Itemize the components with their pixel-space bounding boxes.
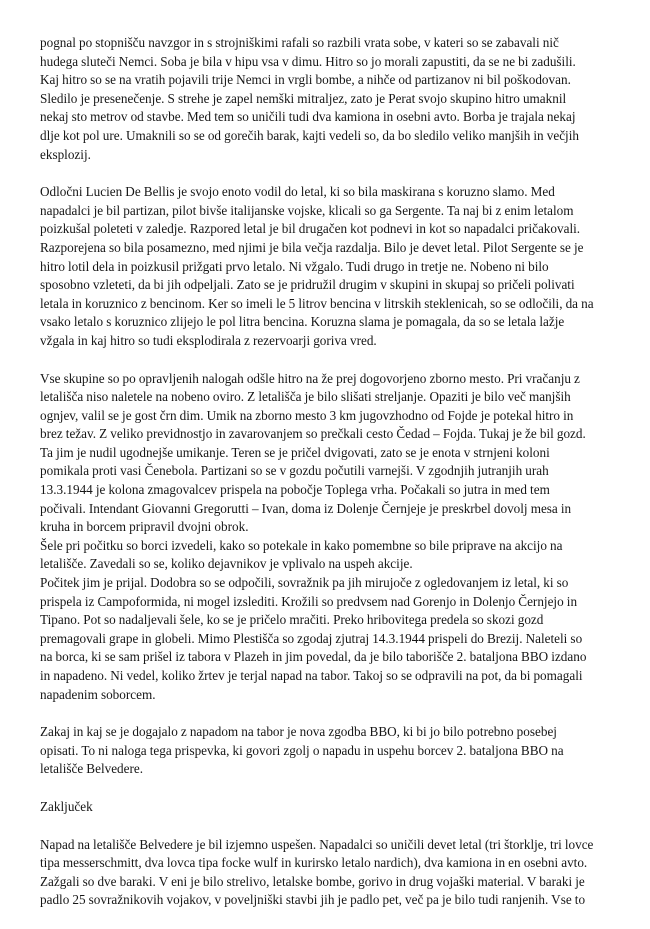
paragraph-attack-building: pognal po stopnišču navzgor in s strojniškimi rafali so razbili vrata sobe, v kateri so se zabavali nič hudega sluteči Nemci. Soba je bila v hipu vsa v dimu. Hitro so jo morali zapustiti, da se ne bi zadušili. Kaj hitro so se na vratih pojavili trije Nemci in vrgli bombe, a nihče od partizanov ni bil poškodovan. Sledilo je presenečenje. S strehe je zapel nemški mitraljez, zato je Perat svojo skupino hitro umaknil nekaj sto metrov od stavbe. Med tem so uničili tudi dva kamiona in osebni avto. Borba je trajala nekaj dlje kot pol ure. Umaknili so se od gorečih barak, kajti vedeli so, da bo sledilo veliko manjših in večjih eksplozij. [40, 35, 579, 162]
paragraph-retreat: Vse skupine so po opravljenih nalogah odšle hitro na že prej dogovorjeno zborno mesto. Pri vračanju z letališča niso naletele na nobeno oviro. Z letališča je bilo slišati streljanje. Opaziti je bilo več manjših ognjev, valil se je gost črn dim. Umik na zborno mesto 3 km jugovzhodno od Fojde je potekal hitro in brez težav. Z veliko previdnostjo in zavarovanjem so prečkali cesto Čedad – Fojda. Tukaj je že bil gozd. Ta jim je nudil ugodnejše umikanje. Teren se je pričel dvigovati, zato se je enota v strnjeni koloni pomikala proti vasi Čenebola. Partizani so se v gozdu počutili varnejši. V zgodnjih jutranjih urah 13.3.1944 je kolona zmagovalcev prispela na pobočje Toplega vrha. Počakali so jutra in med tem počivali. Intendant Giovanni Gregorutti – Ivan, doma iz Dolenje Černjeje je preskrbel dovolj mesa in kruha in borcem pripravil dvojni obrok. [40, 370, 586, 535]
paragraph-rest-info: Šele pri počitku so borci izvedeli, kako so potekale in kako pomembne so bile priprave na akcijo na letališče. Zavedali so se, koliko dejavnikov je vplivalo na uspeh akcije. [40, 537, 563, 572]
document-page [40, 34, 638, 929]
paragraph-conclusion: Napad na letališče Belvedere je bil izjemno uspešen. Napadalci so uničili devet letal (tri štorklje, tri lovce tipa messerschmitt, dva lovca tipa focke wulf in kurirsko letalo nardich), dva kamiona in en osebni avto. Zažgali so dve baraki. V eni je bilo strelivo, letalske bombe, gorivo in drug vojaški material. V baraki je padlo 25 sovražnikovih vojakov, v poveljniški stavbi jih je padlo pet, več pa je bilo tudi ranjenih. Vse to [40, 836, 594, 908]
paragraph-camp-attack: Zakaj in kaj se je dogajalo z napadom na tabor je nova zgodba BBO, ki bi jo bilo potrebno posebej opisati. To ni naloga tega prispevka, ki govori zgolj o napadu in uspehu borcev 2. bataljona BBO na letališče Belvedere. [40, 724, 564, 777]
section-heading-conclusion: Zaključek [40, 798, 93, 814]
paragraph-rest-march: Počitek jim je prijal. Dodobra so se odpočili, sovražnik pa jih mirujoče z ogledovanjem iz letal, ki so prispela iz Campoformida, ni mogel izslediti. Krožili so predvsem nad Gorenjo in Dolenjo Černjejo in Tipano. Pot so nadaljevali šele, ko se je pričelo mračiti. Preko hribovitega predela so skozi gozd premagovali grape in globeli. Mimo Plestišča so zgodaj zjutraj 14.3.1944 prispeli do Brezij. Naleteli so na borca, ki se sam prišel iz tabora v Plazeh in jim povedal, da je bilo taborišče 2. bataljona BBO izdano in napadeno. Ni vedel, koliko žrtev je terjal napad na tabor. Takoj so se odpravili na pot, da bi pomagali napadenim soborcem. [40, 575, 587, 702]
paragraph-planes: Odločni Lucien De Bellis je svojo enoto vodil do letal, ki so bila maskirana s koruzno slamo. Med napadalci je bil partizan, pilot bivše italijanske vojske, klicali so ga Sergente. Ta naj bi z enim letalom poizkušal poleteti v zaledje. Razpored letal je bil drugačen kot podnevi in kot so napadalci pričakovali. Razporejena so bila posamezno, med njimi je bila večja razdalja. Bilo je devet letal. Pilot Sergente se je hitro lotil dela in poizkusil prižgati prvo letalo. Ni vžgalo. Tudi drugo in tretje ne. Nobeno ni bilo sposobno vzleteti, da bi jih odpeljali. Zato se je pridružil drugim v skupini in skupaj so pričeli polivati letala in koruznico z bencinom. Ker so imeli le 5 litrov bencina v litrskih steklenicah, so se odločili, da na vsako letalo s koruznico zlijejo le pol litra bencina. Koruzna slama je pomagala, da so se letala lažje vžgala in kaj hitro so tudi eksplodirala z rezervoarji goriva vred. [40, 184, 594, 348]
